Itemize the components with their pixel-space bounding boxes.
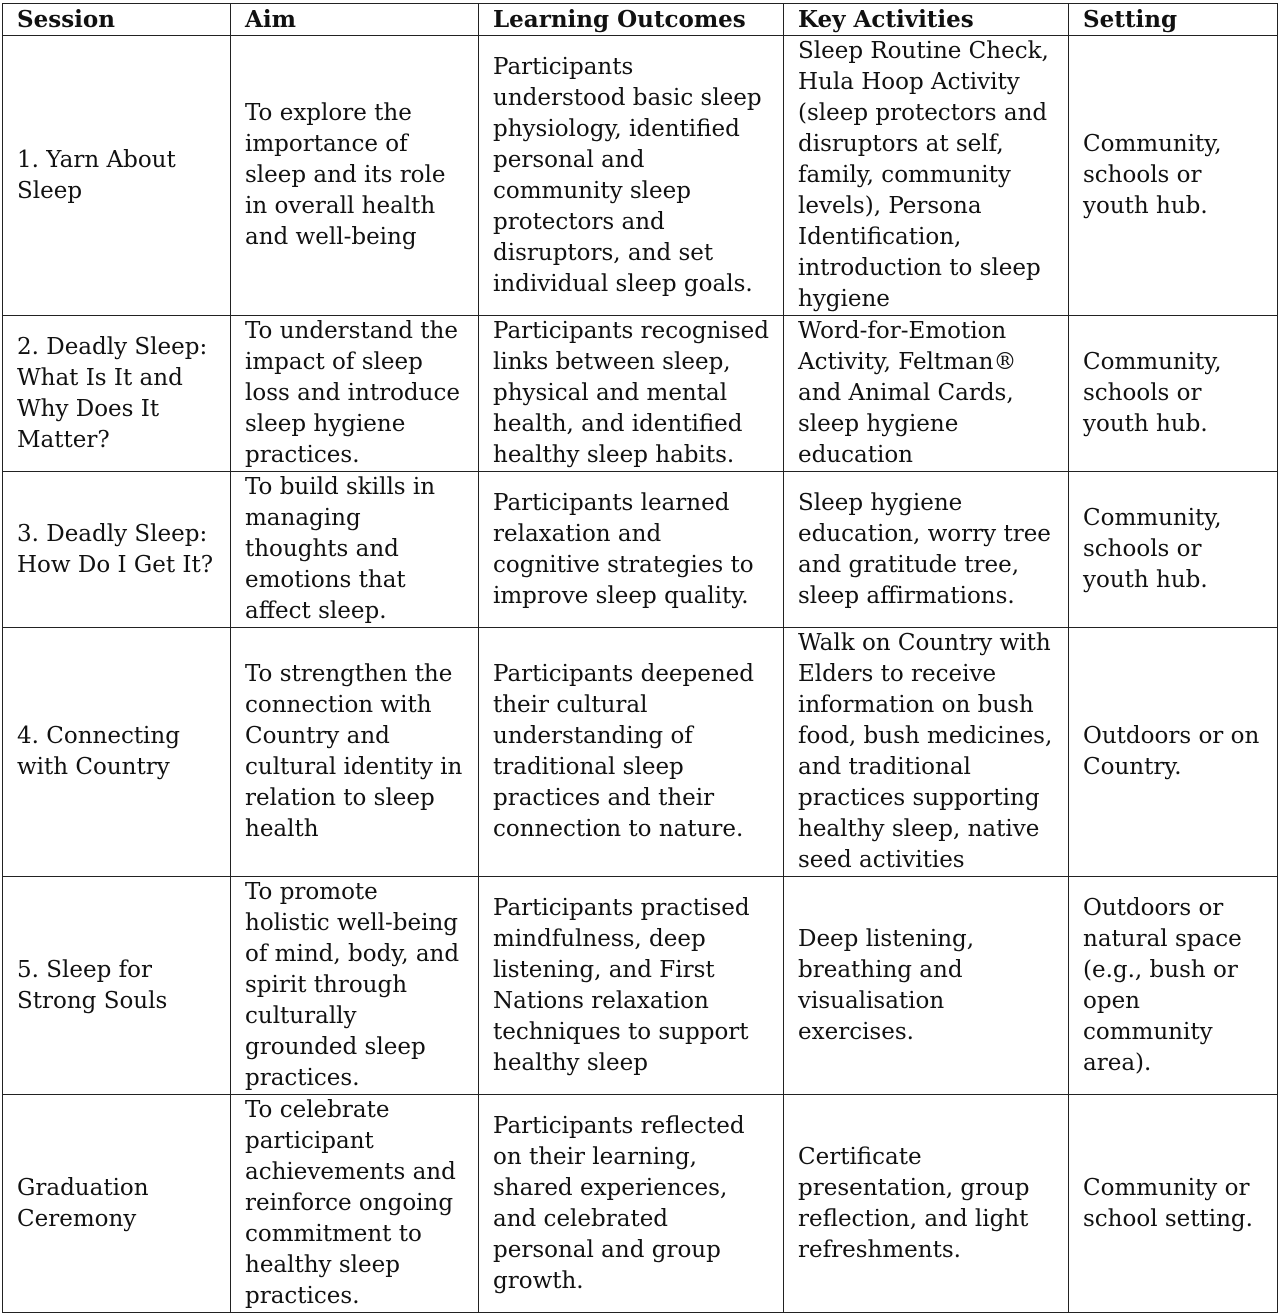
cell-aim: To celebrate participant achievements and reinforce ongoing commitment to healthy sleep practices. xyxy=(231,1095,479,1313)
header-session: Session xyxy=(3,4,231,36)
cell-activities: Sleep hygiene education, worry tree and gratitude tree, sleep affirmations. xyxy=(784,472,1069,628)
cell-session: Graduation Ceremony xyxy=(3,1095,231,1313)
cell-outcomes: Participants learned relaxation and cognitive strategies to improve sleep quality. xyxy=(479,472,784,628)
cell-activities: Walk on Country with Elders to receive information on bush food, bush medicines, and traditional practices supporting healthy sleep, native seed activities xyxy=(784,628,1069,877)
cell-setting: Community or school setting. xyxy=(1069,1095,1278,1313)
table-header xyxy=(3,4,1278,36)
cell-session: 5. Sleep for Strong Souls xyxy=(3,877,231,1095)
header-learning-outcomes: Learning Outcomes xyxy=(479,4,784,36)
table-row xyxy=(3,316,1278,472)
cell-outcomes: Participants reflected on their learning, shared experiences, and celebrated personal and group growth. xyxy=(479,1095,784,1313)
cell-outcomes: Participants practised mindfulness, deep listening, and First Nations relaxation techniques to support healthy sleep xyxy=(479,877,784,1095)
table-row xyxy=(3,472,1278,628)
cell-session: 3. Deadly Sleep: How Do I Get It? xyxy=(3,472,231,628)
sessions-table xyxy=(2,3,1278,1313)
cell-activities: Deep listening, breathing and visualisation exercises. xyxy=(784,877,1069,1095)
header-setting: Setting xyxy=(1069,4,1278,36)
table-row xyxy=(3,628,1278,877)
cell-aim: To build skills in managing thoughts and emotions that affect sleep. xyxy=(231,472,479,628)
cell-aim: To strengthen the connection with Country and cultural identity in relation to sleep health xyxy=(231,628,479,877)
cell-aim: To explore the importance of sleep and its role in overall health and well-being xyxy=(231,36,479,316)
cell-setting: Community, schools or youth hub. xyxy=(1069,472,1278,628)
cell-setting: Community, schools or youth hub. xyxy=(1069,316,1278,472)
cell-activities: Sleep Routine Check, Hula Hoop Activity (sleep protectors and disruptors at self, family, community levels), Persona Identification, introduction to sleep hygiene xyxy=(784,36,1069,316)
cell-setting: Outdoors or natural space (e.g., bush or open community area). xyxy=(1069,877,1278,1095)
header-aim: Aim xyxy=(231,4,479,36)
cell-aim: To understand the impact of sleep loss and introduce sleep hygiene practices. xyxy=(231,316,479,472)
table-body xyxy=(3,36,1278,1313)
table-row xyxy=(3,877,1278,1095)
header-key-activities: Key Activities xyxy=(784,4,1069,36)
cell-outcomes: Participants deepened their cultural understanding of traditional sleep practices and their connection to nature. xyxy=(479,628,784,877)
table-row xyxy=(3,36,1278,316)
cell-session: 2. Deadly Sleep: What Is It and Why Does It Matter? xyxy=(3,316,231,472)
cell-outcomes: Participants understood basic sleep physiology, identified personal and community sleep protectors and disruptors, and set individual sleep goals. xyxy=(479,36,784,316)
header-row xyxy=(3,4,1278,36)
cell-aim: To promote holistic well-being of mind, body, and spirit through culturally grounded sleep practices. xyxy=(231,877,479,1095)
cell-setting: Community, schools or youth hub. xyxy=(1069,36,1278,316)
cell-outcomes: Participants recognised links between sleep, physical and mental health, and identified healthy sleep habits. xyxy=(479,316,784,472)
table-row xyxy=(3,1095,1278,1313)
cell-activities: Word-for-Emotion Activity, Feltman® and Animal Cards, sleep hygiene education xyxy=(784,316,1069,472)
cell-session: 1. Yarn About Sleep xyxy=(3,36,231,316)
cell-setting: Outdoors or on Country. xyxy=(1069,628,1278,877)
cell-session: 4. Connecting with Country xyxy=(3,628,231,877)
cell-activities: Certificate presentation, group reflection, and light refreshments. xyxy=(784,1095,1069,1313)
